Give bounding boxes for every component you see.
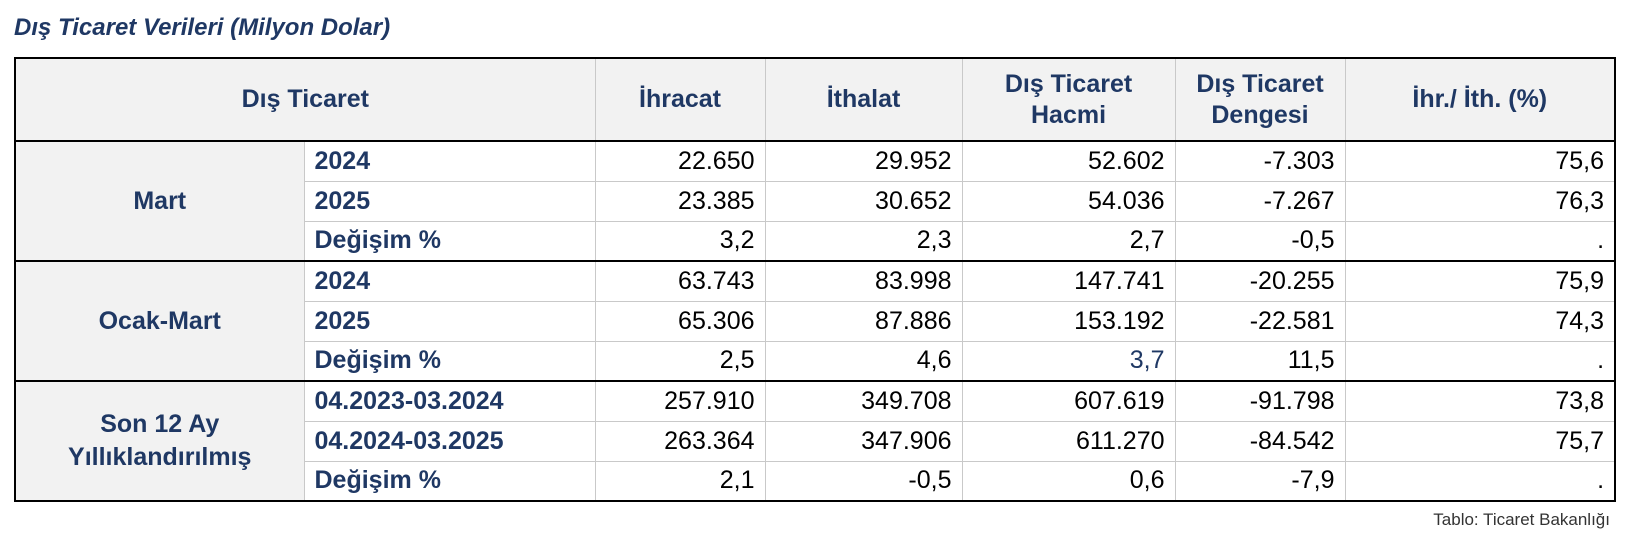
row-label: 2025: [304, 301, 595, 341]
header-group-label: Dış Ticaret: [15, 58, 595, 141]
cell-balance: 11,5: [1175, 341, 1345, 381]
cell-ratio: .: [1345, 461, 1615, 501]
header-trade-balance: Dış Ticaret Dengesi: [1175, 58, 1345, 141]
cell-imports: 2,3: [765, 221, 962, 261]
row-label: 04.2024-03.2025: [304, 421, 595, 461]
source-caption: Tablo: Ticaret Bakanlığı: [1433, 510, 1610, 529]
cell-exports: 63.743: [595, 261, 765, 301]
cell-volume: 147.741: [962, 261, 1175, 301]
row-label: Değişim %: [304, 461, 595, 501]
cell-exports: 2,1: [595, 461, 765, 501]
cell-balance: -0,5: [1175, 221, 1345, 261]
cell-volume: 607.619: [962, 381, 1175, 421]
cell-balance: -22.581: [1175, 301, 1345, 341]
cell-volume: 2,7: [962, 221, 1175, 261]
row-label: 2024: [304, 141, 595, 181]
cell-exports: 3,2: [595, 221, 765, 261]
cell-volume: 52.602: [962, 141, 1175, 181]
header-coverage-ratio: İhr./ İth. (%): [1345, 58, 1615, 141]
row-label: 2024: [304, 261, 595, 301]
cell-imports: 83.998: [765, 261, 962, 301]
cell-balance: -84.542: [1175, 421, 1345, 461]
header-row: [15, 58, 1615, 141]
group-label-mart: Mart: [15, 141, 304, 261]
cell-balance: -20.255: [1175, 261, 1345, 301]
cell-imports: 4,6: [765, 341, 962, 381]
cell-imports: 29.952: [765, 141, 962, 181]
header-trade-volume: Dış Ticaret Hacmi: [962, 58, 1175, 141]
header-imports: İthalat: [765, 58, 962, 141]
cell-ratio: 74,3: [1345, 301, 1615, 341]
row-label: Değişim %: [304, 221, 595, 261]
group-label-ocak-mart: Ocak-Mart: [15, 261, 304, 381]
row-label: Değişim %: [304, 341, 595, 381]
cell-volume: 3,7: [962, 341, 1175, 381]
cell-ratio: .: [1345, 341, 1615, 381]
cell-ratio: 75,7: [1345, 421, 1615, 461]
cell-ratio: 75,6: [1345, 141, 1615, 181]
table-row: [15, 261, 1615, 301]
cell-balance: -91.798: [1175, 381, 1345, 421]
header-exports: İhracat: [595, 58, 765, 141]
cell-imports: -0,5: [765, 461, 962, 501]
cell-exports: 257.910: [595, 381, 765, 421]
trade-data-table: [14, 57, 1616, 502]
cell-balance: -7.303: [1175, 141, 1345, 181]
cell-volume: 0,6: [962, 461, 1175, 501]
table-row: [15, 381, 1615, 421]
cell-volume: 54.036: [962, 181, 1175, 221]
cell-imports: 347.906: [765, 421, 962, 461]
cell-volume: 153.192: [962, 301, 1175, 341]
row-label: 2025: [304, 181, 595, 221]
cell-volume: 611.270: [962, 421, 1175, 461]
cell-imports: 30.652: [765, 181, 962, 221]
cell-exports: 23.385: [595, 181, 765, 221]
cell-ratio: 76,3: [1345, 181, 1615, 221]
table-title: Dış Ticaret Verileri (Milyon Dolar): [14, 14, 391, 41]
cell-imports: 87.886: [765, 301, 962, 341]
row-label: 04.2023-03.2024: [304, 381, 595, 421]
cell-imports: 349.708: [765, 381, 962, 421]
table-row: [15, 141, 1615, 181]
cell-exports: 65.306: [595, 301, 765, 341]
cell-ratio: .: [1345, 221, 1615, 261]
cell-exports: 2,5: [595, 341, 765, 381]
cell-exports: 263.364: [595, 421, 765, 461]
cell-balance: -7,9: [1175, 461, 1345, 501]
cell-balance: -7.267: [1175, 181, 1345, 221]
group-label-son-12-ay: Son 12 Ay Yıllıklandırılmış: [15, 381, 304, 501]
cell-ratio: 75,9: [1345, 261, 1615, 301]
cell-ratio: 73,8: [1345, 381, 1615, 421]
cell-exports: 22.650: [595, 141, 765, 181]
